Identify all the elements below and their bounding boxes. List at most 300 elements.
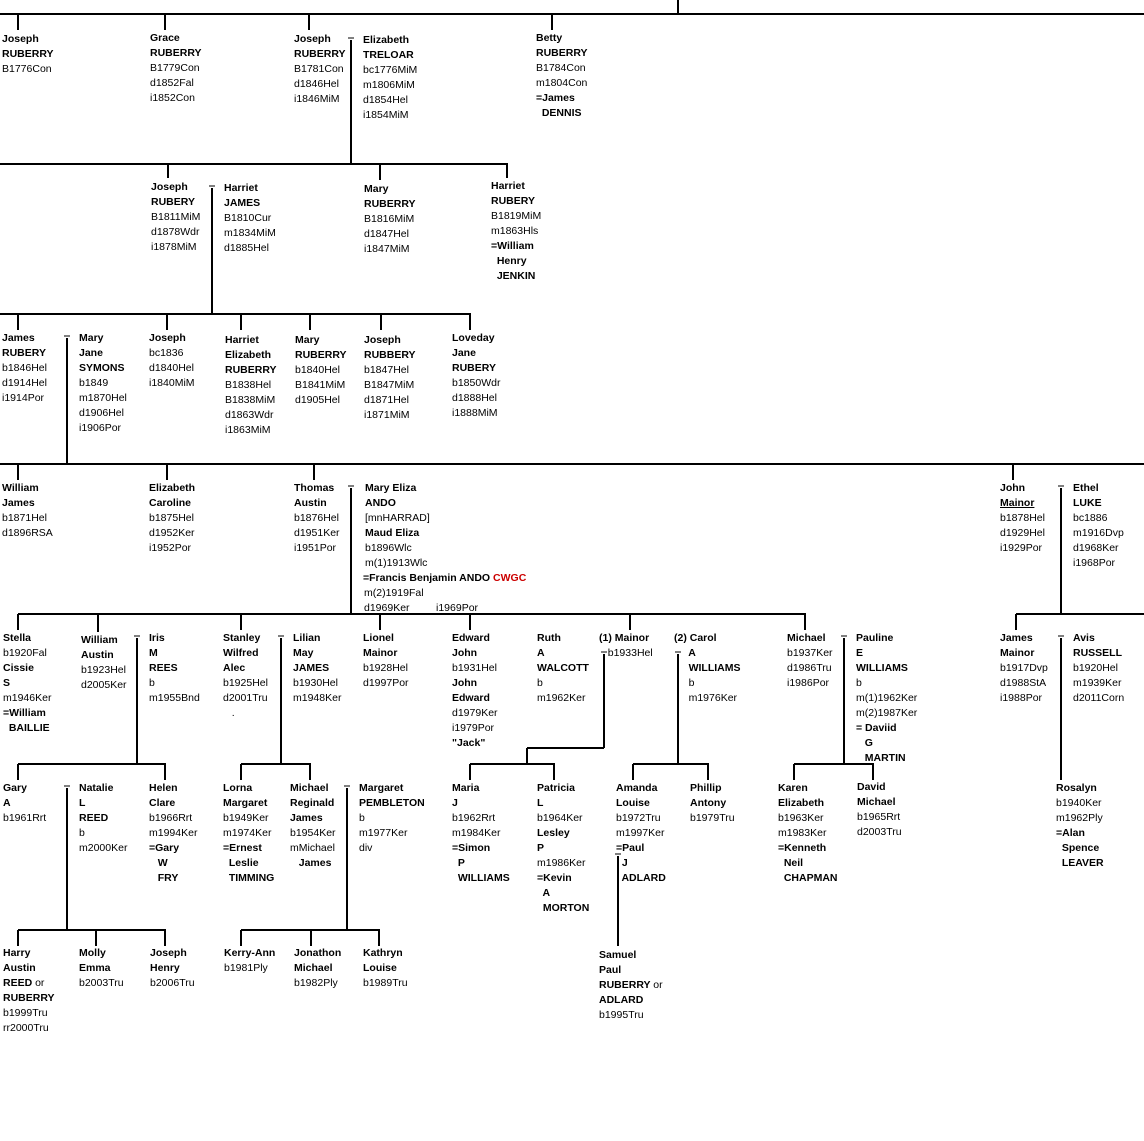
person-line: Margaret: [359, 782, 404, 794]
person-line: d1840Hel: [149, 362, 194, 374]
person-line: d1914Hel: [2, 377, 47, 389]
person-line: m(1)1913Wlc: [365, 557, 428, 569]
person-line: RUBBERY: [364, 349, 416, 361]
person-line: Grace: [150, 32, 180, 44]
person-line: d1968Ker: [1073, 542, 1119, 554]
person-line: Henry: [150, 962, 180, 974]
person-line: b1931Hel: [452, 662, 497, 674]
person-line: b1962Rrt: [452, 812, 496, 824]
person-line: Emma: [79, 962, 111, 974]
person-line: b1923Hel: [81, 664, 126, 676]
person-line: b1930Hel: [293, 677, 338, 689]
person-line: B1810Cur: [224, 212, 272, 224]
person-line: (2) Carol: [674, 632, 717, 644]
person-p41: [290, 781, 336, 871]
person-line: J: [452, 797, 458, 809]
person-p4: [363, 33, 417, 123]
person-line: RUBERRY or: [599, 979, 663, 991]
person-line: P: [537, 842, 545, 854]
person-line: RUBERRY: [225, 364, 277, 376]
person-line: d1888Hel: [452, 392, 497, 404]
person-p28: [363, 631, 409, 691]
person-line: MORTON: [537, 902, 590, 914]
person-line: John: [452, 677, 478, 689]
person-line: i1968Por: [1073, 557, 1116, 569]
person-line: d1979Ker: [452, 707, 498, 719]
person-line: m1939Ker: [1073, 677, 1122, 689]
person-line: b1949Ker: [223, 812, 269, 824]
person-line: bc1776MiM: [363, 64, 418, 76]
person-p2: [150, 31, 202, 106]
person-line: Ruth: [537, 632, 561, 644]
person-line: m1983Ker: [778, 827, 827, 839]
person-p46: [690, 781, 735, 826]
person-line: James: [2, 332, 35, 344]
person-line: Cissie: [3, 662, 34, 674]
person-line: b1982Ply: [294, 977, 338, 989]
person-line: m1863Hls: [491, 225, 539, 237]
person-line: i1929Por: [1000, 542, 1043, 554]
person-line: Neil: [778, 857, 804, 869]
person-line: [mnHARRAD]: [365, 512, 430, 524]
person-line: Elizabeth: [149, 482, 196, 494]
person-p5: [536, 31, 588, 121]
person-line: b1920Fal: [3, 647, 47, 659]
person-line: Phillip: [690, 782, 722, 794]
person-line: =William: [491, 240, 534, 252]
person-line: i1988Por: [1000, 692, 1043, 704]
person-line: m1974Ker: [223, 827, 272, 839]
person-p43: [452, 781, 510, 886]
person-p48: [857, 780, 902, 840]
person-p55: [363, 946, 408, 991]
person-line: Harriet: [224, 182, 258, 194]
person-line: m1916Dvp: [1073, 527, 1124, 539]
person-p22: [1073, 481, 1124, 571]
spouse-note-francis: [363, 571, 526, 586]
person-line: "Jack": [452, 737, 486, 749]
person-line: d1905Hel: [295, 394, 340, 406]
person-line: TRELOAR: [363, 49, 414, 61]
person-line: m1986Ker: [537, 857, 586, 869]
person-line: m1946Ker: [3, 692, 52, 704]
person-line: Natalie: [79, 782, 114, 794]
person-line: M: [149, 647, 158, 659]
person-line: b1966Rrt: [149, 812, 193, 824]
person-p53: [224, 946, 275, 976]
person-line: m1994Ker: [149, 827, 198, 839]
person-line: i1906Por: [79, 422, 122, 434]
person-line: b1875Hel: [149, 512, 194, 524]
person-line: =Paul: [616, 842, 645, 854]
person-line: Samuel: [599, 949, 637, 961]
person-line: i1852Con: [150, 92, 195, 104]
person-p8: [364, 182, 416, 257]
person-line: b1965Rrt: [857, 811, 901, 823]
person-p49: [1056, 781, 1104, 871]
death-record: d1969Ker: [364, 602, 410, 614]
person-line: Patricia: [537, 782, 575, 794]
person-line: Lorna: [223, 782, 253, 794]
person-line: b1979Tru: [690, 812, 735, 824]
person-line: RUBERRY: [294, 48, 346, 60]
person-line: .: [223, 707, 235, 719]
person-line: Elizabeth: [225, 349, 272, 361]
person-line: i1952Por: [149, 542, 192, 554]
person-line: B1779Con: [150, 62, 200, 74]
person-line: David: [857, 781, 886, 793]
person-line: CHAPMAN: [778, 872, 838, 884]
person-line: RUBERRY: [364, 198, 416, 210]
person-p13: [225, 333, 277, 438]
person-line: Caroline: [149, 497, 192, 509]
person-line: S: [3, 677, 11, 689]
person-line: (1) Mainor: [599, 632, 650, 644]
person-line: John: [452, 647, 478, 659]
person-line: LUKE: [1073, 497, 1102, 509]
person-line: RUBERRY: [2, 48, 54, 60]
person-line: b2006Tru: [150, 977, 195, 989]
person-line: P: [452, 857, 465, 869]
person-line: Mainor: [1000, 647, 1035, 659]
person-p36: [1073, 631, 1124, 706]
person-p56: [599, 948, 663, 1023]
person-p12: [149, 331, 195, 391]
person-line: Stella: [3, 632, 32, 644]
person-p44: [537, 781, 589, 916]
person-line: Harriet: [225, 334, 259, 346]
person-line: m1870Hel: [79, 392, 127, 404]
person-line: m1984Ker: [452, 827, 501, 839]
person-line: Kathryn: [363, 947, 403, 959]
person-line: d1952Ker: [149, 527, 195, 539]
person-line: Lionel: [363, 632, 394, 644]
person-line: i1847MiM: [364, 243, 410, 255]
person-line: b: [674, 677, 695, 689]
person-line: d1871Hel: [364, 394, 409, 406]
person-line: i1979Por: [452, 722, 495, 734]
person-line: d1951Ker: [294, 527, 340, 539]
person-line: LEAVER: [1056, 857, 1104, 869]
person-line: WILLIAMS: [452, 872, 510, 884]
person-line: May: [293, 647, 314, 659]
person-line: i1840MiM: [149, 377, 195, 389]
person-line: b1850Wdr: [452, 377, 501, 389]
person-line: William: [2, 482, 39, 494]
person-line: James: [290, 857, 332, 869]
person-line: MARTIN: [856, 752, 906, 764]
person-line: b: [149, 677, 155, 689]
person-line: = Daviid: [856, 722, 897, 734]
person-line: B1784Con: [536, 62, 586, 74]
person-line: Joseph: [151, 181, 188, 193]
person-p19: [294, 481, 340, 556]
person-line: DENNIS: [536, 107, 582, 119]
person-line: b1999Tru: [3, 1007, 48, 1019]
person-line: Paul: [599, 964, 622, 976]
person-line: RUBERRY: [536, 47, 588, 59]
person-p33: [787, 631, 833, 691]
person-line: m1962Ply: [1056, 812, 1103, 824]
person-line: A: [674, 647, 696, 659]
person-line: b1928Hel: [363, 662, 408, 674]
person-line: m1804Con: [536, 77, 588, 89]
person-p26: [223, 631, 268, 721]
person-line: JENKIN: [491, 270, 536, 282]
person-line: Harry: [3, 947, 31, 959]
person-line: m1806MiM: [363, 79, 415, 91]
person-line: Michael: [294, 962, 333, 974]
person-p38: [79, 781, 127, 856]
person-line: Joseph: [2, 33, 39, 45]
person-line: Molly: [79, 947, 106, 959]
person-line: i1863MiM: [225, 424, 271, 436]
person-line: m1955Bnd: [149, 692, 200, 704]
person-line: Mary Eliza: [365, 482, 417, 494]
person-line: i1914Por: [2, 392, 45, 404]
person-p39: [149, 781, 197, 886]
person-line: B1811MiM: [151, 211, 201, 223]
person-line: Gary: [3, 782, 27, 794]
person-line: JAMES: [293, 662, 330, 674]
person-line: Michael: [857, 796, 896, 808]
person-line: James: [2, 497, 35, 509]
person-line: Lesley: [537, 827, 570, 839]
person-line: b2003Tru: [79, 977, 124, 989]
person-line: b1981Ply: [224, 962, 268, 974]
person-line: RUBERY: [2, 347, 46, 359]
person-line: Elizabeth: [778, 797, 825, 809]
person-line: Karen: [778, 782, 808, 794]
person-line: B1841MiM: [295, 379, 346, 391]
person-line: W: [149, 857, 168, 869]
person-line: B1781Con: [294, 63, 344, 75]
person-line: =James: [536, 92, 575, 104]
person-line: i1846MiM: [294, 93, 340, 105]
person-line: Michael: [290, 782, 329, 794]
person-p9: [491, 179, 541, 284]
person-line: JAMES: [224, 197, 261, 209]
person-line: d1854Hel: [363, 94, 408, 106]
person-line: William: [81, 634, 118, 646]
person-line: B1847MiM: [364, 379, 415, 391]
person-line: d1878Wdr: [151, 226, 200, 238]
person-line: b1963Ker: [778, 812, 824, 824]
person-line: Antony: [690, 797, 727, 809]
person-p27: [293, 631, 341, 706]
person-line: d2003Tru: [857, 826, 902, 838]
person-line: d1997Por: [363, 677, 409, 689]
person-p47: [778, 781, 838, 886]
person-line: Ethel: [1073, 482, 1099, 494]
person-line: b1933Hel: [599, 647, 653, 659]
person-line: PEMBLETON: [359, 797, 425, 809]
person-line: b1940Ker: [1056, 797, 1102, 809]
person-line: Louise: [616, 797, 650, 809]
person-line: b: [79, 827, 85, 839]
person-line: b1964Ker: [537, 812, 583, 824]
person-line: Spence: [1056, 842, 1100, 854]
person-line: m1997Ker: [616, 827, 665, 839]
person-line: Stanley: [223, 632, 261, 644]
person-p51: [79, 946, 124, 991]
person-line: B1819MiM: [491, 210, 542, 222]
person-p10: [2, 331, 47, 406]
person-line: b1871Hel: [2, 512, 47, 524]
person-line: James: [290, 812, 323, 824]
person-line: b1954Ker: [290, 827, 336, 839]
person-line: Jonathon: [294, 947, 342, 959]
person-line: WILLIAMS: [674, 662, 741, 674]
person-line: b1876Hel: [294, 512, 339, 524]
person-line: b1989Tru: [363, 977, 408, 989]
person-line: Maria: [452, 782, 480, 794]
person-line: d1885Hel: [224, 242, 269, 254]
person-line: b1995Tru: [599, 1009, 644, 1021]
person-p23: [3, 631, 51, 736]
person-line: b1961Rrt: [3, 812, 47, 824]
person-line: b1846Hel: [2, 362, 47, 374]
person-line: RUBERY: [491, 195, 535, 207]
person-line: Elizabeth: [363, 34, 410, 46]
person-line: b: [537, 677, 543, 689]
person-p25: [149, 631, 200, 706]
person-line: Joseph: [149, 332, 186, 344]
person-p34: [856, 631, 917, 766]
person-line: REED: [79, 812, 109, 824]
person-line: b1840Hel: [295, 364, 340, 376]
person-line: B1838MiM: [225, 394, 276, 406]
person-p21: [1000, 481, 1045, 556]
person-line: RUBERY: [452, 362, 496, 374]
person-line: J: [616, 857, 628, 869]
person-p50: [3, 946, 55, 1036]
person-p20: [365, 481, 430, 571]
person-p16: [452, 331, 500, 421]
person-line: d2011Corn: [1073, 692, 1125, 704]
person-p32: [674, 631, 741, 706]
person-p7: [224, 181, 276, 256]
person-line: Loveday: [452, 332, 495, 344]
person-line: b1920Hel: [1073, 662, 1118, 674]
person-line: Helen: [149, 782, 178, 794]
person-line: b1847Hel: [364, 364, 409, 376]
person-line: i1878MiM: [151, 241, 197, 253]
person-p6: [151, 180, 200, 255]
person-line: Thomas: [294, 482, 335, 494]
person-line: d1852Fal: [150, 77, 194, 89]
person-line: Avis: [1073, 632, 1095, 644]
person-line: i1854MiM: [363, 109, 409, 121]
person-line: B1776Con: [2, 63, 52, 75]
person-line: Mary: [364, 183, 389, 195]
person-line: A: [537, 647, 545, 659]
person-p45: [616, 781, 666, 886]
person-p37: [3, 781, 46, 826]
person-line: ANDO: [365, 497, 396, 509]
person-p52: [150, 946, 195, 991]
person-line: Rosalyn: [1056, 782, 1097, 794]
person-line: Maud Eliza: [365, 527, 420, 539]
person-line: div: [359, 842, 373, 854]
or-word: or: [35, 977, 45, 989]
person-line: ADLARD: [599, 994, 644, 1006]
person-line: Edward: [452, 632, 490, 644]
person-line: d1929Hel: [1000, 527, 1045, 539]
person-p14: [295, 333, 347, 408]
person-p24: [81, 633, 127, 693]
person-line: d1846Hel: [294, 78, 339, 90]
person-line: B1816MiM: [364, 213, 415, 225]
person-line: L: [537, 797, 544, 809]
person-line: b1937Ker: [787, 647, 833, 659]
person-line: REED or: [3, 977, 45, 989]
person-line: A: [537, 887, 551, 899]
person-line: d1988StA: [1000, 677, 1047, 689]
person-line: b1972Tru: [616, 812, 661, 824]
interment-record: i1969Por: [436, 602, 479, 614]
or-word: or: [653, 979, 663, 991]
person-line: Pauline: [856, 632, 894, 644]
person-line: Louise: [363, 962, 397, 974]
person-line: Mainor: [363, 647, 398, 659]
person-line: BAILLIE: [3, 722, 50, 734]
person-line: d2001Tru: [223, 692, 268, 704]
person-line: Jane: [452, 347, 476, 359]
person-line: A: [3, 797, 11, 809]
person-p35: [1000, 631, 1048, 706]
person-p40: [223, 781, 274, 886]
person-line: i1888MiM: [452, 407, 498, 419]
person-line: Joseph: [364, 334, 401, 346]
person-line: Austin: [294, 497, 327, 509]
person-line: d1847Hel: [364, 228, 409, 240]
person-line: d1986Tru: [787, 662, 832, 674]
person-line: Austin: [81, 649, 114, 661]
person-line: REES: [149, 662, 178, 674]
person-line: James: [1000, 632, 1033, 644]
person-p29: [452, 631, 498, 751]
person-p1: [2, 32, 54, 77]
person-p30: [537, 631, 589, 706]
person-line: Kerry-Ann: [224, 947, 276, 959]
person-line: m1834MiM: [224, 227, 276, 239]
person-line: d2005Ker: [81, 679, 127, 691]
person-line: ADLARD: [616, 872, 666, 884]
person-line: John: [1000, 482, 1026, 494]
person-line: m2000Ker: [79, 842, 128, 854]
person-line: Reginald: [290, 797, 335, 809]
person-line: m(1)1962Ker: [856, 692, 918, 704]
person-line: b: [856, 677, 862, 689]
person-line: Alec: [223, 662, 246, 674]
person-line: Edward: [452, 692, 490, 704]
person-p31: [599, 631, 653, 661]
person-line: Amanda: [616, 782, 658, 794]
person-line: =Ernest: [223, 842, 262, 854]
person-line: d1863Wdr: [225, 409, 274, 421]
person-line: d1906Hel: [79, 407, 124, 419]
person-line: d1896RSA: [2, 527, 53, 539]
person-line: Leslie: [223, 857, 259, 869]
person-line: =William: [3, 707, 46, 719]
person-line: b1849: [79, 377, 109, 389]
person-line: i1986Por: [787, 677, 830, 689]
person-line: Margaret: [223, 797, 268, 809]
person-p54: [294, 946, 341, 991]
person-line: RUBERRY: [150, 47, 202, 59]
person-line: L: [79, 797, 86, 809]
